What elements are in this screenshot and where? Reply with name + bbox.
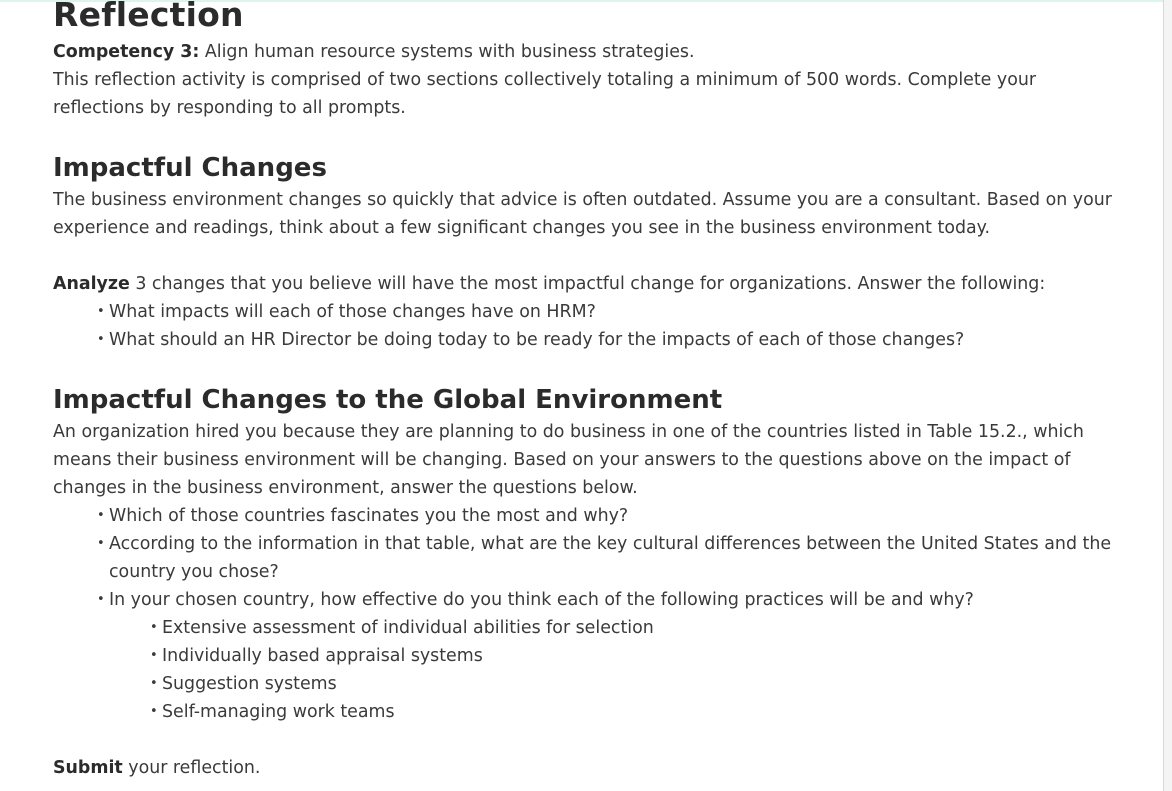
- section2-bullet-list: [53, 502, 1128, 614]
- competency-line: [53, 38, 1128, 66]
- submit-label: Submit: [53, 758, 123, 778]
- list-item: • Self-managing work teams: [53, 698, 1128, 726]
- list-item: • Extensive assessment of individual abilities for selection: [53, 614, 1128, 642]
- section1-bullet-list: [53, 298, 1128, 354]
- list-item: • What impacts will each of those changes have on HRM?: [53, 298, 1128, 326]
- analyze-text: 3 changes that you believe will have the most impactful change for organizations. Answer the following:: [129, 274, 1046, 294]
- list-item: • Which of those countries fascinates you the most and why?: [53, 502, 1128, 530]
- list-item: • According to the information in that table, what are the key cultural differences between the United States and the country you chose?: [53, 530, 1128, 586]
- bullet-icon: •: [150, 620, 158, 635]
- bullet-icon: •: [150, 676, 158, 691]
- bullet-icon: •: [97, 592, 105, 607]
- intro-paragraph: This reflection activity is comprised of two sections collectively totaling a minimum of 500 words. Complete your reflections by responding to all prompts.: [53, 70, 1037, 118]
- list-item: • Suggestion systems: [53, 670, 1128, 698]
- section2-body: An organization hired you because they are planning to do business in one of the countries listed in Table 15.2., which means their business environment will be changing. Based on your answers to the questions above on the impact of changes in the business environment, answer the questions below.: [53, 422, 1084, 498]
- bullet-icon: •: [97, 332, 105, 347]
- analyze-label: Analyze: [53, 274, 130, 294]
- bullet-icon: •: [97, 304, 105, 319]
- analyze-line: [53, 270, 1128, 298]
- bullet-icon: •: [150, 648, 158, 663]
- page-title: Reflection: [53, 0, 244, 34]
- document-content: [53, 0, 1128, 782]
- bullet-icon: •: [97, 536, 105, 551]
- bullet-icon: •: [97, 508, 105, 523]
- submit-text: your reflection.: [122, 758, 261, 778]
- section-heading-global-environment: Impactful Changes to the Global Environment: [53, 385, 723, 415]
- list-item: • Individually based appraisal systems: [53, 642, 1128, 670]
- competency-label: Competency 3:: [53, 42, 200, 62]
- scrollbar[interactable]: [1163, 0, 1172, 791]
- section1-body: The business environment changes so quickly that advice is often outdated. Assume you are a consultant. Based on your experience and readings, think about a few significant changes you see in the business environment today.: [53, 190, 1112, 238]
- list-item: • In your chosen country, how effective do you think each of the following practices will be and why?: [53, 586, 1128, 614]
- submit-line: [53, 754, 1128, 782]
- competency-text: Align human resource systems with business strategies.: [199, 42, 695, 62]
- section-heading-impactful-changes: Impactful Changes: [53, 153, 327, 183]
- bullet-icon: •: [150, 704, 158, 719]
- section2-sub-bullet-list: [53, 614, 1128, 726]
- list-item: • What should an HR Director be doing today to be ready for the impacts of each of those changes?: [53, 326, 1128, 354]
